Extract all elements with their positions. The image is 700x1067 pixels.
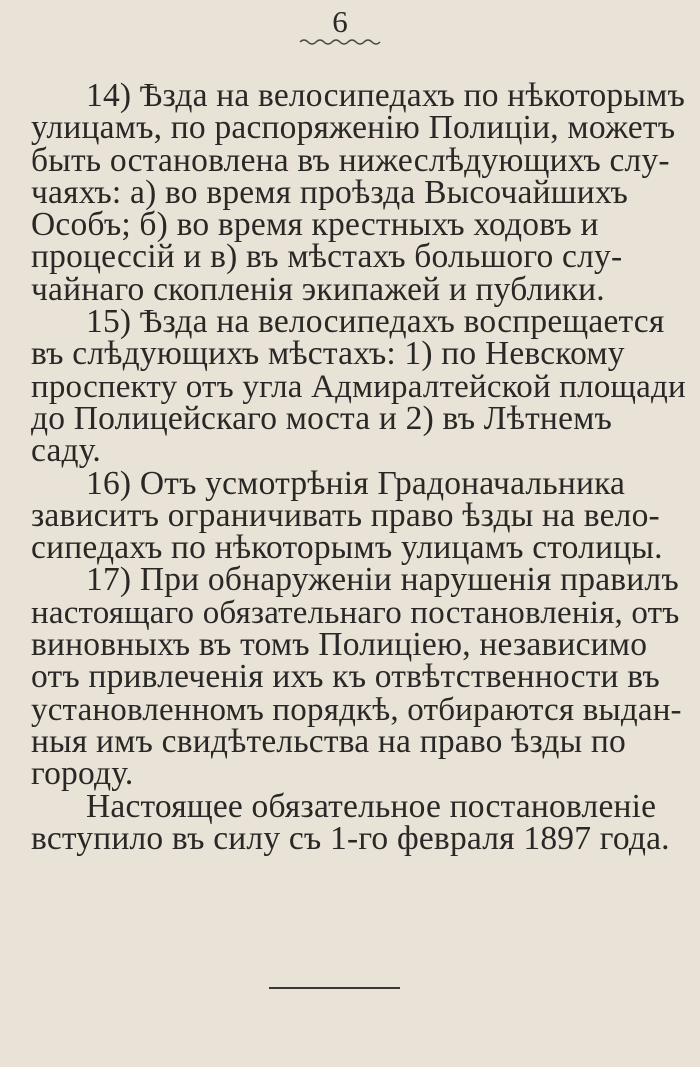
page-number: 6: [332, 4, 348, 39]
text-line: процессій и в) въ мѣстахъ большого слу-: [31, 238, 623, 276]
text-line: вступило въ силу съ 1-го февраля 1897 года.: [31, 819, 670, 857]
text-line: улицамъ, по распоряженію Полиціи, можетъ: [31, 109, 676, 147]
text-line: 15) Ѣзда на велосипедахъ воспрещается: [86, 303, 665, 341]
text-line: 16) Отъ усмотрѣнія Градоначальника: [86, 464, 626, 502]
text-line: до Полицейскаго моста и 2) въ Лѣтнемъ: [31, 399, 613, 437]
text-line: ныя имъ свидѣтельства на право ѣзды по: [31, 722, 626, 760]
text-line: Настоящее обязательное постановленіе: [86, 787, 657, 825]
text-line: чаяхъ: а) во время проѣзда Высочайшихъ: [31, 173, 629, 211]
body-text: [31, 77, 688, 857]
closing-rule: [269, 987, 400, 989]
text-line: сипедахъ по нѣкоторымъ улицамъ столицы.: [31, 529, 663, 567]
text-line: настоящаго обязательнаго постановленія, отъ: [31, 594, 680, 631]
wavy-ornament-icon: [298, 36, 382, 48]
text-line: 14) Ѣзда на велосипедахъ по нѣкоторымъ: [86, 77, 686, 114]
text-line: проспекту отъ угла Адмиралтейской площади: [31, 368, 686, 405]
text-line: зависитъ ограничивать право ѣзды на вело-: [31, 496, 660, 534]
text-line: отъ привлеченія ихъ къ отвѣтственности въ: [31, 658, 660, 696]
text-line: въ слѣдующихъ мѣстахъ: 1) по Невскому: [31, 335, 625, 373]
text-line: Особъ; б) во время крестныхъ ходовъ и: [31, 206, 599, 244]
text-line: виновныхъ въ томъ Полиціею, независимо: [31, 626, 648, 664]
text-line: чайнаго скопленія экипажей и публики.: [31, 270, 605, 308]
text-line: установленномъ порядкѣ, отбираются выдан-: [31, 691, 682, 728]
text-line: быть остановлена въ нижеслѣдующихъ слу-: [31, 141, 670, 179]
text-line: городу.: [31, 755, 134, 793]
text-line: 17) При обнаруженіи нарушенія правилъ: [86, 561, 679, 599]
text-line: саду.: [31, 432, 101, 470]
